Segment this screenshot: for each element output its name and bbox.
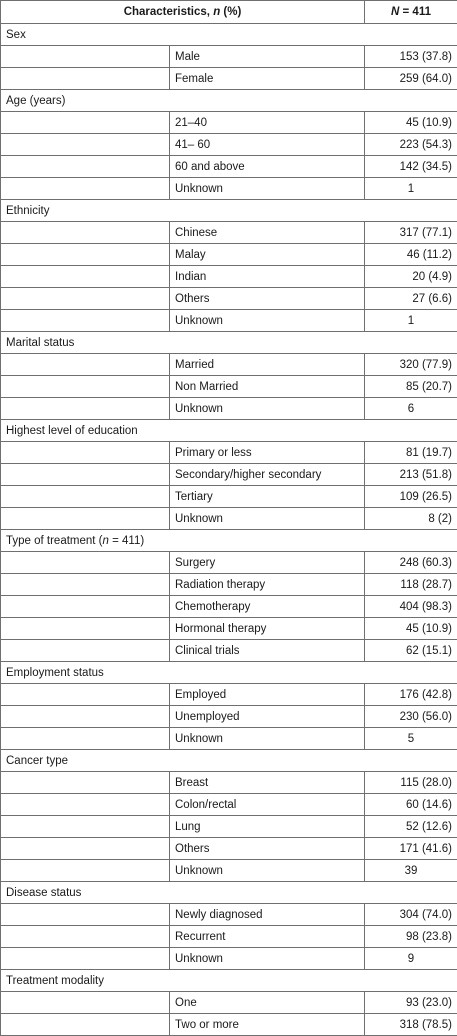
section-row [1, 530, 457, 552]
table-row [1, 684, 457, 706]
row-value: 9 [365, 948, 457, 970]
table-row [1, 596, 457, 618]
row-label: Unknown [170, 398, 365, 420]
indent-cell [1, 640, 170, 662]
section-title-text: Type of treatment ( [6, 535, 103, 547]
indent-cell [1, 288, 170, 310]
row-value: 320 (77.9) [365, 354, 457, 376]
table-row [1, 266, 457, 288]
row-label: Lung [170, 816, 365, 838]
section-title-text: Sex [6, 29, 26, 41]
section-title [1, 24, 457, 46]
indent-cell [1, 904, 170, 926]
row-label: Others [170, 288, 365, 310]
indent-cell [1, 684, 170, 706]
table-row [1, 508, 457, 530]
table-row [1, 244, 457, 266]
row-value: 115 (28.0) [365, 772, 457, 794]
row-value: 60 (14.6) [365, 794, 457, 816]
row-value: 118 (28.7) [365, 574, 457, 596]
row-label: Colon/rectal [170, 794, 365, 816]
table-row [1, 178, 457, 200]
section-title-text: Highest level of education [6, 425, 138, 437]
indent-cell [1, 178, 170, 200]
section-row [1, 662, 457, 684]
section-row [1, 200, 457, 222]
row-label: One [170, 992, 365, 1014]
section-title-text: Age (years) [6, 95, 65, 107]
table-row [1, 640, 457, 662]
indent-cell [1, 354, 170, 376]
row-value: 45 (10.9) [365, 112, 457, 134]
row-label: Chinese [170, 222, 365, 244]
section-title [1, 530, 457, 552]
row-label: Surgery [170, 552, 365, 574]
table-row [1, 486, 457, 508]
row-label: Radiation therapy [170, 574, 365, 596]
row-value: 142 (34.5) [365, 156, 457, 178]
table-row [1, 376, 457, 398]
indent-cell [1, 46, 170, 68]
indent-cell [1, 618, 170, 640]
row-label: Unknown [170, 728, 365, 750]
table-row [1, 112, 457, 134]
table-row [1, 838, 457, 860]
row-label: Unknown [170, 860, 365, 882]
table-row [1, 618, 457, 640]
row-value: 27 (6.6) [365, 288, 457, 310]
row-label: Others [170, 838, 365, 860]
row-value: 20 (4.9) [365, 266, 457, 288]
indent-cell [1, 376, 170, 398]
table-row [1, 222, 457, 244]
section-row [1, 24, 457, 46]
table-row [1, 772, 457, 794]
table-row [1, 398, 457, 420]
row-label: 41– 60 [170, 134, 365, 156]
row-label: Unknown [170, 178, 365, 200]
indent-cell [1, 156, 170, 178]
section-row [1, 90, 457, 112]
indent-cell [1, 772, 170, 794]
indent-cell [1, 948, 170, 970]
row-value: 248 (60.3) [365, 552, 457, 574]
table-row [1, 1014, 457, 1036]
row-value: 259 (64.0) [365, 68, 457, 90]
percent-suffix: (%) [220, 6, 241, 18]
total-prefix: N [391, 6, 399, 18]
indent-cell [1, 464, 170, 486]
indent-cell [1, 838, 170, 860]
table-row [1, 46, 457, 68]
indent-cell [1, 794, 170, 816]
row-value: 1 [365, 178, 457, 200]
row-label: 21–40 [170, 112, 365, 134]
table-row [1, 134, 457, 156]
table-row [1, 992, 457, 1014]
indent-cell [1, 244, 170, 266]
section-row [1, 332, 457, 354]
section-title [1, 200, 457, 222]
row-label: Primary or less [170, 442, 365, 464]
section-title [1, 882, 457, 904]
section-row [1, 970, 457, 992]
section-title [1, 90, 457, 112]
row-value: 404 (98.3) [365, 596, 457, 618]
row-label: Unknown [170, 948, 365, 970]
row-value: 317 (77.1) [365, 222, 457, 244]
table-row [1, 794, 457, 816]
indent-cell [1, 816, 170, 838]
row-value: 45 (10.9) [365, 618, 457, 640]
row-value: 318 (78.5) [365, 1014, 457, 1036]
total-header [365, 1, 457, 24]
table-row [1, 68, 457, 90]
section-title-text: Cancer type [6, 755, 68, 767]
row-label: Employed [170, 684, 365, 706]
section-title-text: Ethnicity [6, 205, 49, 217]
row-label: Indian [170, 266, 365, 288]
section-title-text: Treatment modality [6, 975, 104, 987]
section-row [1, 420, 457, 442]
row-label: Unknown [170, 508, 365, 530]
section-title [1, 420, 457, 442]
row-value: 176 (42.8) [365, 684, 457, 706]
table-row [1, 354, 457, 376]
row-value: 93 (23.0) [365, 992, 457, 1014]
row-value: 304 (74.0) [365, 904, 457, 926]
row-label: Malay [170, 244, 365, 266]
n-italic: n [213, 6, 220, 18]
row-label: Female [170, 68, 365, 90]
section-title-text: Disease status [6, 887, 81, 899]
section-title [1, 332, 457, 354]
table-row [1, 816, 457, 838]
characteristics-header [1, 1, 365, 24]
indent-cell [1, 310, 170, 332]
row-value: 46 (11.2) [365, 244, 457, 266]
section-title [1, 970, 457, 992]
row-label: Married [170, 354, 365, 376]
indent-cell [1, 508, 170, 530]
row-value: 6 [365, 398, 457, 420]
row-label: Unemployed [170, 706, 365, 728]
indent-cell [1, 574, 170, 596]
indent-cell [1, 860, 170, 882]
row-label: Secondary/higher secondary [170, 464, 365, 486]
row-value: 230 (56.0) [365, 706, 457, 728]
table-row [1, 706, 457, 728]
row-value: 62 (15.1) [365, 640, 457, 662]
indent-cell [1, 706, 170, 728]
row-label: Tertiary [170, 486, 365, 508]
table-row [1, 904, 457, 926]
section-title [1, 662, 457, 684]
characteristics-header-label: Characteristics, [124, 6, 214, 18]
table-row [1, 156, 457, 178]
section-title [1, 750, 457, 772]
total-suffix: = 411 [399, 6, 431, 18]
indent-cell [1, 112, 170, 134]
table-row [1, 310, 457, 332]
indent-cell [1, 398, 170, 420]
table-row [1, 926, 457, 948]
table-row [1, 948, 457, 970]
row-value: 153 (37.8) [365, 46, 457, 68]
indent-cell [1, 486, 170, 508]
row-value: 52 (12.6) [365, 816, 457, 838]
row-value: 8 (2) [365, 508, 457, 530]
row-value: 213 (51.8) [365, 464, 457, 486]
section-row [1, 882, 457, 904]
indent-cell [1, 222, 170, 244]
row-label: 60 and above [170, 156, 365, 178]
row-value: 98 (23.8) [365, 926, 457, 948]
row-value: 109 (26.5) [365, 486, 457, 508]
row-value: 171 (41.6) [365, 838, 457, 860]
indent-cell [1, 442, 170, 464]
indent-cell [1, 68, 170, 90]
row-value: 39 [365, 860, 457, 882]
table-row [1, 552, 457, 574]
row-value: 223 (54.3) [365, 134, 457, 156]
table-header-row [1, 1, 457, 24]
table-row [1, 860, 457, 882]
row-label: Unknown [170, 310, 365, 332]
section-title-suffix: = 411) [109, 535, 144, 547]
indent-cell [1, 552, 170, 574]
section-row [1, 750, 457, 772]
table-row [1, 728, 457, 750]
table-row [1, 574, 457, 596]
section-title-italic: n [103, 535, 109, 547]
row-label: Hormonal therapy [170, 618, 365, 640]
row-label: Newly diagnosed [170, 904, 365, 926]
section-title-text: Employment status [6, 667, 104, 679]
indent-cell [1, 134, 170, 156]
row-value: 5 [365, 728, 457, 750]
indent-cell [1, 266, 170, 288]
indent-cell [1, 596, 170, 618]
indent-cell [1, 992, 170, 1014]
table-body [1, 24, 457, 1036]
indent-cell [1, 926, 170, 948]
section-title-text: Marital status [6, 337, 74, 349]
table-row [1, 442, 457, 464]
indent-cell [1, 728, 170, 750]
row-label: Breast [170, 772, 365, 794]
row-label: Recurrent [170, 926, 365, 948]
table-row [1, 464, 457, 486]
row-label: Male [170, 46, 365, 68]
row-label: Chemotherapy [170, 596, 365, 618]
row-label: Non Married [170, 376, 365, 398]
table-row [1, 288, 457, 310]
row-value: 1 [365, 310, 457, 332]
row-label: Two or more [170, 1014, 365, 1036]
row-label: Clinical trials [170, 640, 365, 662]
indent-cell [1, 1014, 170, 1036]
row-value: 81 (19.7) [365, 442, 457, 464]
row-value: 85 (20.7) [365, 376, 457, 398]
